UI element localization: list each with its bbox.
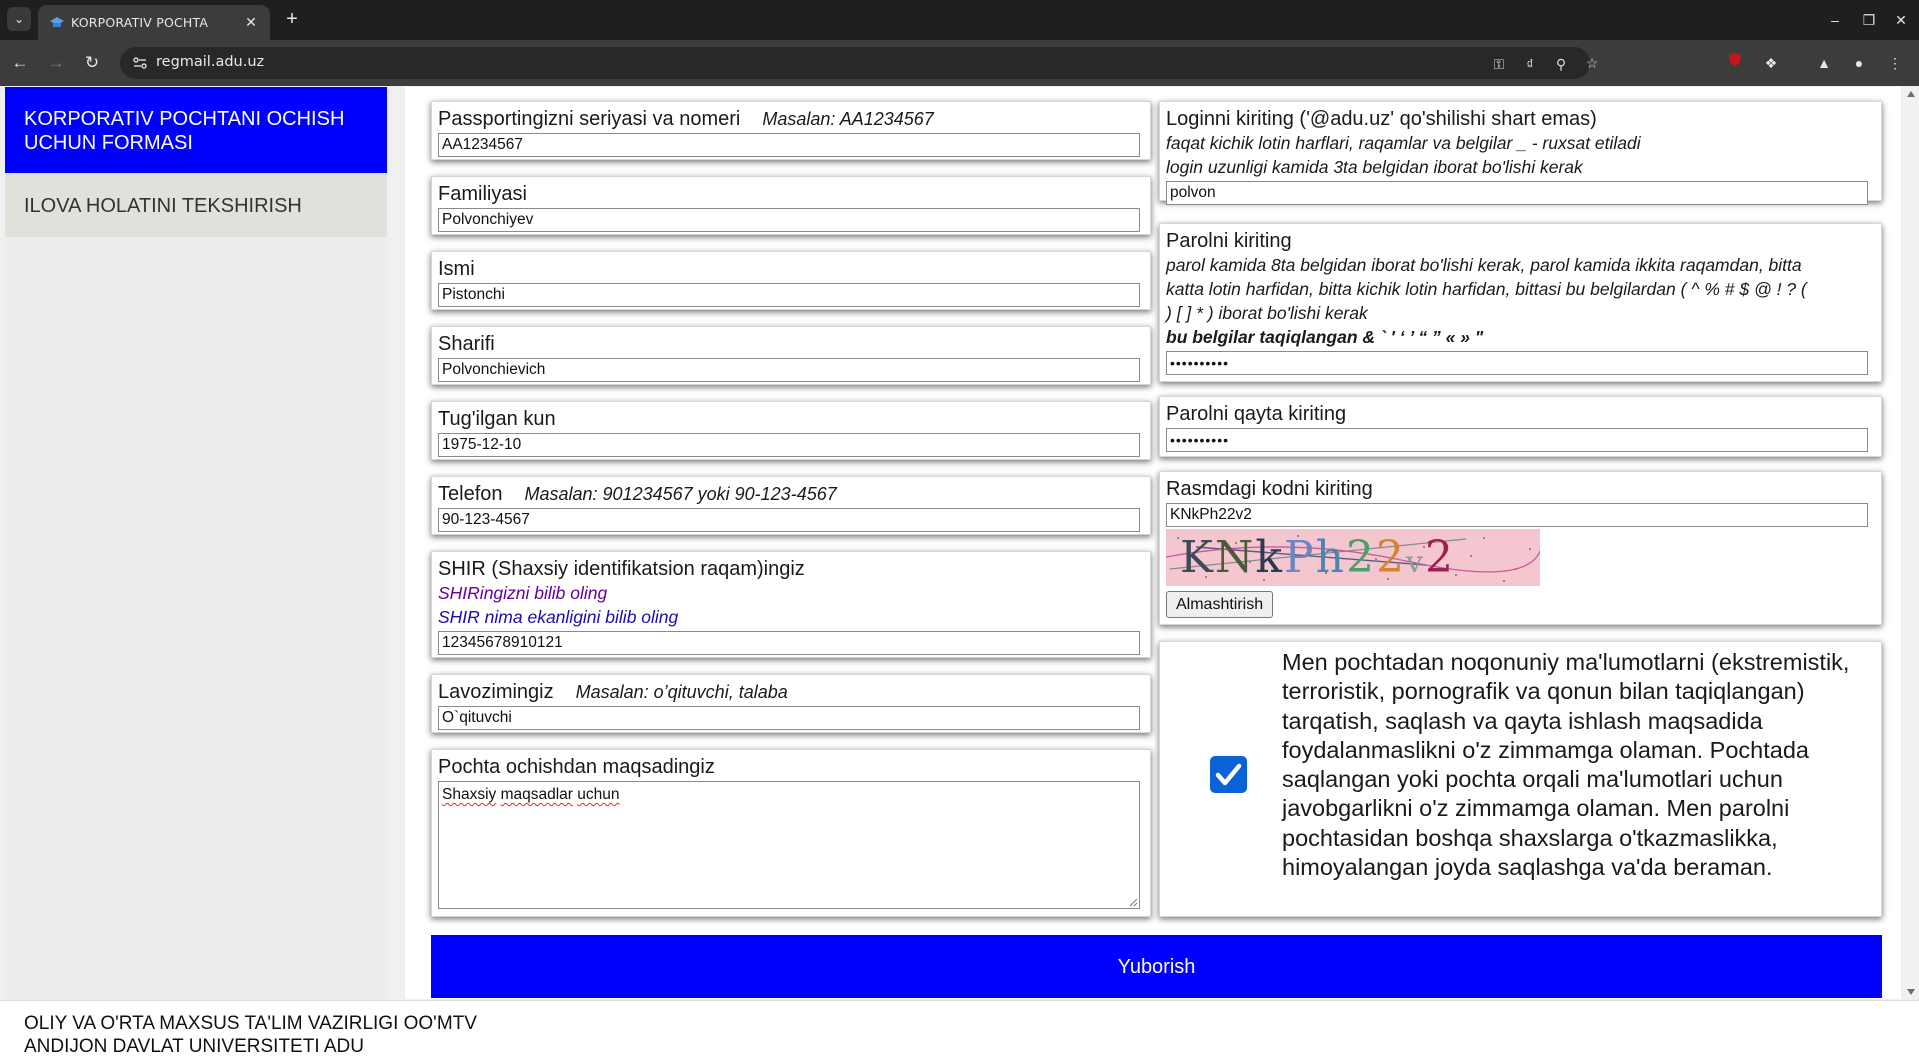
bookmark-star-icon[interactable]: ☆ (1585, 55, 1599, 71)
new-tab-icon[interactable]: + (286, 8, 298, 30)
scroll-down-icon[interactable] (1907, 989, 1915, 995)
captcha-glyph: k (1255, 532, 1285, 583)
passport-input[interactable] (438, 133, 1140, 157)
login-note-chars: faqat kichik lotin harflari, raqamlar va belgilar _ - ruxsat etiladi (1166, 133, 1641, 153)
phone-label (438, 483, 837, 506)
position-label-text: Lavozimingiz (438, 681, 554, 703)
captcha-refresh-button[interactable]: Almashtirish (1166, 591, 1273, 618)
passport-label (438, 108, 934, 131)
login-note-length: login uzunligi kamida 3ta belgidan iborat bo'lishi kerak (1166, 157, 1583, 177)
sidebar-item-registration-form[interactable]: KORPORATIV POCHTANI OCHISH UCHUN FORMASI (5, 87, 387, 173)
checkmark-icon (1210, 756, 1247, 793)
patronymic-input[interactable] (438, 358, 1140, 382)
surname-card (431, 176, 1151, 235)
captcha-text (1180, 529, 1455, 586)
password-note-line: katta lotin harfidan, bitta kichik lotin harfidan, bittasi bu belgilardan ( ^ % # $ @ ! ? ( (1166, 279, 1807, 299)
captcha-glyph: h (1315, 532, 1346, 583)
captcha-image (1166, 529, 1540, 586)
password-card (1159, 223, 1882, 382)
captcha-label: Rasmdagi kodni kiriting (1166, 478, 1373, 500)
page-footer (0, 1000, 1919, 1058)
captcha-glyph: K (1180, 532, 1215, 583)
profile-icon[interactable]: ● (1854, 55, 1864, 71)
ublock-shield-icon (1727, 52, 1743, 68)
patronymic-label: Sharifi (438, 333, 495, 355)
translate-icon[interactable]: ₫ (1526, 56, 1534, 72)
passport-hint: Masalan: AA1234567 (762, 109, 934, 129)
agreement-card (1159, 641, 1882, 917)
purpose-word: Shaxsiy (442, 786, 497, 803)
ublock-icon[interactable] (1724, 52, 1746, 74)
name-input[interactable] (438, 283, 1140, 307)
pinfl-find-link[interactable]: SHIRingizni bilib oling (438, 583, 608, 603)
password-note-line: parol kamida 8ta belgidan iborat bo'lishi kerak, parol kamida ikkita raqamdan, bitta (1166, 255, 1802, 275)
labs-icon[interactable]: ▲ (1817, 55, 1831, 71)
purpose-card (431, 749, 1151, 917)
zoom-icon[interactable]: ⚲ (1555, 56, 1567, 72)
address-bar[interactable] (120, 47, 1599, 79)
pinfl-input[interactable] (438, 631, 1140, 655)
form-area (405, 87, 1901, 999)
sidebar-item-check-status[interactable]: ILOVA HOLATINI TEKSHIRISH (5, 173, 387, 237)
password-input[interactable] (1166, 351, 1868, 375)
submit-button[interactable]: Yuborish (431, 935, 1882, 998)
position-card (431, 674, 1151, 733)
password-repeat-input[interactable] (1166, 428, 1868, 452)
purpose-word: maqsadlar (500, 786, 573, 803)
vertical-scrollbar[interactable] (1903, 86, 1919, 1000)
pinfl-card (431, 551, 1151, 658)
captcha-glyph: N (1214, 532, 1256, 583)
reload-icon[interactable]: ↻ (84, 53, 100, 72)
phone-label-text: Telefon (438, 483, 503, 505)
captcha-glyph: 2 (1424, 532, 1455, 583)
phone-card (431, 476, 1151, 535)
agreement-checkbox[interactable] (1210, 756, 1247, 793)
close-tab-icon[interactable]: ✕ (245, 14, 257, 30)
tab-title: KORPORATIV POCHTA (71, 15, 209, 30)
captcha-input[interactable] (1166, 503, 1868, 527)
password-repeat-label: Parolni qayta kiriting (1166, 403, 1347, 425)
pinfl-info-link[interactable]: SHIR nima ekanligini bilib oling (438, 607, 679, 627)
password-note-line: ) [ ] * ) iborat bo'lishi kerak (1166, 303, 1368, 323)
forward-icon[interactable]: → (47, 53, 65, 72)
graduation-cap-icon (50, 16, 64, 29)
captcha-card (1159, 471, 1882, 625)
pinfl-label: SHIR (Shaxsiy identifikatsion raqam)ingiz (438, 558, 805, 580)
restore-icon[interactable]: ❐ (1862, 12, 1876, 28)
purpose-label: Pochta ochishdan maqsadingiz (438, 756, 715, 778)
birthday-card (431, 401, 1151, 460)
password-label: Parolni kiriting (1166, 230, 1292, 252)
password-key-icon[interactable]: ⚿ (1493, 56, 1505, 72)
resize-grip-icon[interactable] (1128, 897, 1138, 907)
captcha-glyph: P (1284, 532, 1316, 583)
footer-ministry: OLIY VA O'RTA MAXSUS TA'LIM VAZIRLIGI OO'MTV (24, 1013, 477, 1034)
surname-label: Familiyasi (438, 183, 527, 205)
captcha-glyph: 2 (1346, 532, 1376, 583)
url-text: regmail.adu.uz (156, 54, 265, 70)
browser-tab-bar (0, 0, 1919, 40)
browser-tab[interactable] (38, 5, 270, 40)
site-settings-icon[interactable] (132, 55, 148, 71)
login-card (1159, 101, 1882, 201)
captcha-glyph: 2 (1376, 532, 1406, 583)
footer-university: ANDIJON DAVLAT UNIVERSITETI ADU (24, 1036, 364, 1057)
phone-input[interactable] (438, 508, 1140, 532)
password-repeat-card (1159, 396, 1882, 457)
password-forbidden-chars: bu belgilar taqiqlangan & ` ' ‘ ’ “ ” « » " (1166, 327, 1484, 347)
name-card (431, 251, 1151, 310)
name-label: Ismi (438, 258, 475, 280)
menu-icon[interactable]: ⋮ (1888, 55, 1902, 71)
extensions-icon[interactable]: ❖ (1764, 55, 1778, 71)
close-window-icon[interactable]: ✕ (1895, 12, 1907, 28)
tab-search-chevron-icon[interactable]: ⌄ (7, 7, 31, 31)
captcha-glyph: v (1406, 545, 1425, 580)
birthday-label: Tug'ilgan kun (438, 408, 556, 430)
browser-toolbar (0, 40, 1919, 86)
patronymic-card (431, 326, 1151, 385)
page-viewport (0, 86, 1919, 1058)
agreement-text: Men pochtadan noqonuniy ma'lumotlarni (ekstremistik, terroristik, pornografik va qonun bilan taqiqlangan) tarqatish, saqlash va qayta ishlash maqsadida foydalanmaslikni o'z zimmamga olaman. Pochtada saqlangan yoki pochta orqali ma'lumotlari uchun javobgarlikni o'z zimmamga olaman. Men parolni pochtasidan boshqa shaxslarga o'tkazmaslikka, himoyalangan joyda saqlashga va'da beraman. (1282, 649, 1850, 881)
birthday-input[interactable] (438, 433, 1140, 457)
surname-input[interactable] (438, 208, 1140, 232)
sidebar (5, 87, 387, 999)
passport-label-text: Passportingizni seriyasi va nomeri (438, 108, 741, 130)
position-label (438, 681, 788, 704)
login-input[interactable] (1166, 181, 1868, 205)
login-label: Loginni kiriting ('@adu.uz' qo'shilishi shart emas) (1166, 108, 1597, 130)
phone-hint: Masalan: 901234567 yoki 90-123-4567 (524, 484, 837, 504)
scroll-up-icon[interactable] (1907, 91, 1915, 97)
purpose-word: uchun (577, 786, 620, 803)
passport-card (431, 101, 1151, 160)
purpose-textarea[interactable] (438, 781, 1140, 909)
minimize-icon[interactable]: – (1831, 12, 1839, 28)
back-icon[interactable]: ← (11, 53, 29, 72)
position-input[interactable] (438, 706, 1140, 730)
position-hint: Masalan: o’qituvchi, talaba (575, 682, 788, 702)
